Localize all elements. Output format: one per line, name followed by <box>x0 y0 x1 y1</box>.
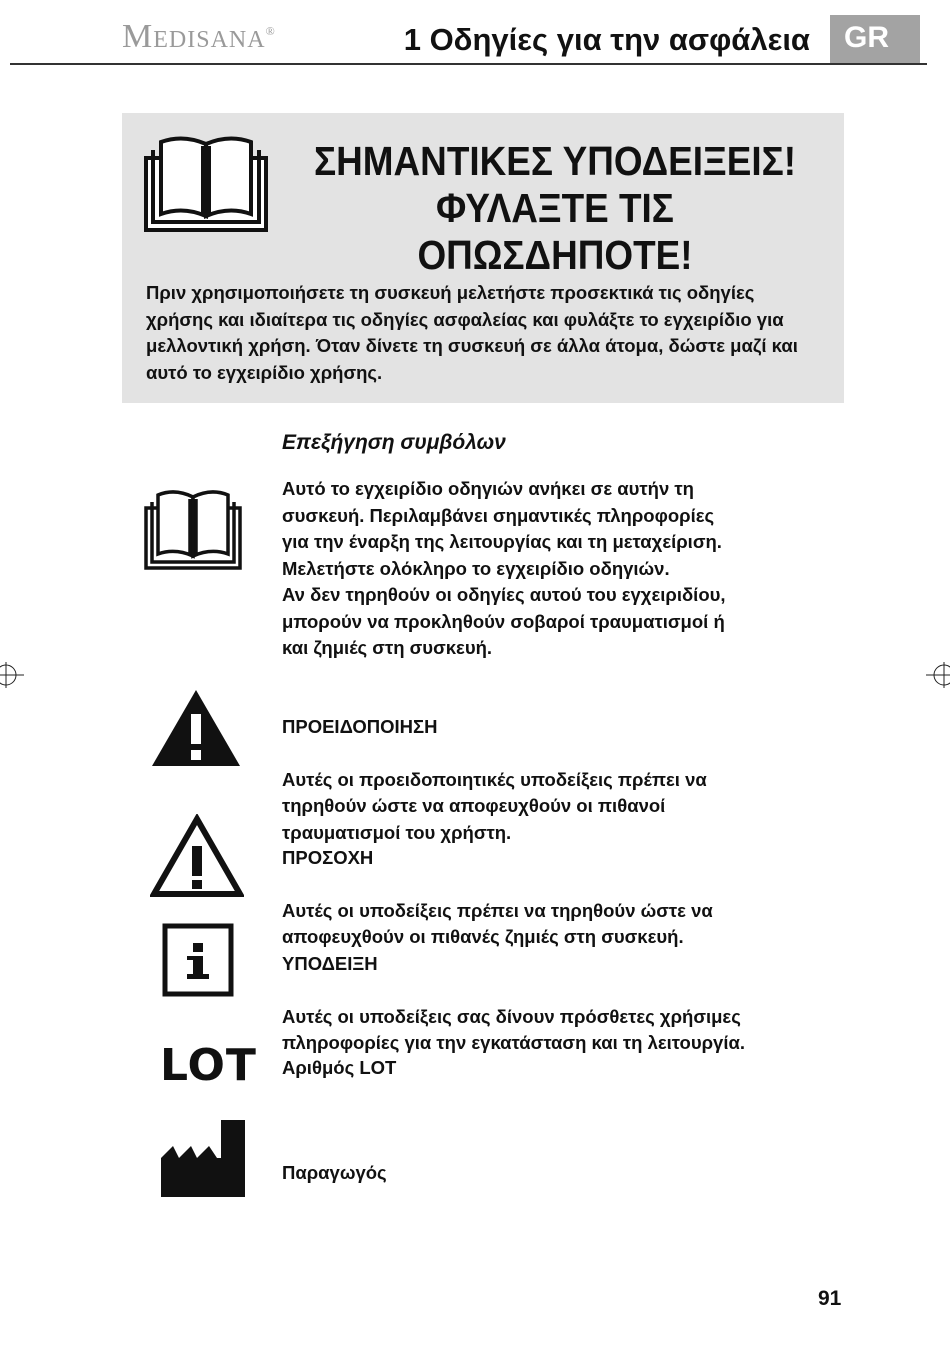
section-title: 1 Οδηγίες για την ασφάλεια <box>403 22 810 57</box>
info-icon <box>162 923 234 997</box>
page-number: 91 <box>818 1287 842 1310</box>
warning-filled-triangle-icon <box>150 688 242 768</box>
registration-mark-left <box>0 660 26 690</box>
warning-title: ΠΡΟΕΙΔΟΠΟΙΗΣΗ <box>282 715 438 737</box>
brand-logo: Medisana® <box>122 18 276 55</box>
notice-title: ΣΗΜΑΝΤΙΚΕΣ ΥΠΟΔΕΙΞΕΙΣ! ΦΥΛΑΞΤΕ ΤΙΣ ΟΠΩΣΔΗΠΟΤΕ! <box>313 138 797 278</box>
book-icon <box>143 130 269 234</box>
symbols-heading: Επεξήγηση συμβόλων <box>282 431 506 454</box>
registration-mark-right <box>924 660 950 690</box>
notice-body: Πριν χρησιμοποιήσετε τη συσκευή μελετήστε προσεκτικά τις οδηγίες χρήσης και ιδιαίτερα τις οδηγίες ασφαλείας και φυλάξτε το εγχειρίδιο για μελλοντική χρήση. Όταν δίνετε τη συσκευή σε άλλα άτομα, δώστε μαζί και αυτό το εγχειρίδιο χρήσης. <box>146 282 798 383</box>
lot-symbol: LOT <box>160 1040 257 1091</box>
language-badge: GR <box>830 15 920 63</box>
factory-icon <box>159 1118 247 1198</box>
caution-outline-triangle-icon <box>150 814 244 898</box>
manual-symbol-description: Αυτό το εγχειρίδιο οδηγιών ανήκει σε αυτήν τη συσκευή. Περιλαμβάνει σημαντικές πληροφορίες για την έναρξη της λειτουργίας και τη μεταχείριση. Μελετήστε ολόκληρο το εγχειρίδιο οδηγιών. Αν δεν τηρηθούν οι οδηγίες αυτού του εγχειριδίου, μπορούν να προκληθούν σοβαροί τραυματισμοί ή και ζημιές στη συσκευή. <box>282 478 726 658</box>
manufacturer-description: Παραγωγός <box>282 1162 387 1183</box>
lot-description: Αριθμός LOT <box>282 1057 397 1078</box>
note-title: ΥΠΟΔΕΙΞΗ <box>282 952 378 974</box>
book-icon <box>143 486 243 572</box>
caution-title: ΠΡΟΣΟΧΗ <box>282 846 374 868</box>
warning-text: Αυτές οι προειδοποιητικές υποδείξεις πρέπει να τηρηθούν ώστε να αποφευχθούν οι πιθανοί τραυματισμοί του χρήστη. <box>282 768 707 843</box>
header-divider <box>10 63 927 65</box>
caution-text: Αυτές οι υποδείξεις πρέπει να τηρηθούν ώστε να αποφευχθούν οι πιθανές ζημιές στη συσκευή. <box>282 899 713 947</box>
note-text: Αυτές οι υποδείξεις σας δίνουν πρόσθετες χρήσιμες πληροφορίες για την εγκατάσταση και τη λειτουργία. <box>282 1005 745 1053</box>
